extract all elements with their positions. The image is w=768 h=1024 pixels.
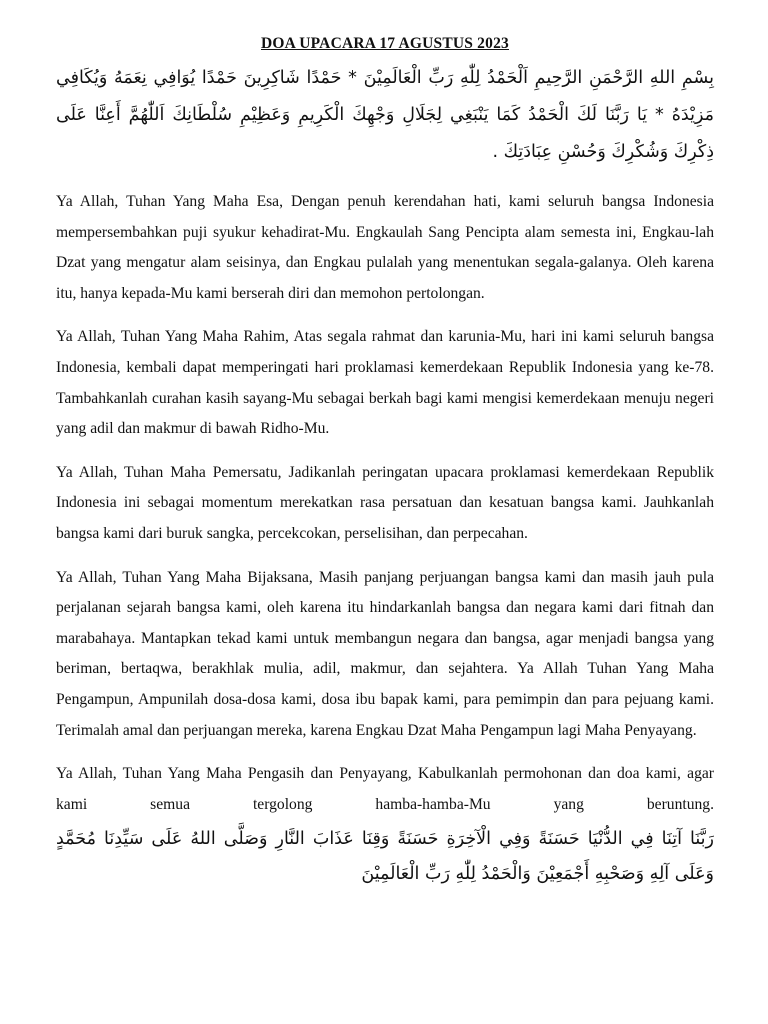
paragraph-maha-pemersatu: Ya Allah, Tuhan Maha Pemersatu, Jadikanlah peringatan upacara proklamasi kemerdekaan Republik Indonesia ini sebagai momentum merekatkan rasa persatuan dan kesatuan bangsa kami. Jauhkanlah bangsa kami dari buruk sangka, percekcokan, perselisihan, dan perpecahan.	[56, 463, 714, 542]
opening-arabic-prayer: بِسْمِ اللهِ الرَّحْمَنِ الرَّحِيمِ اَلْحَمْدُ لِلّٰهِ رَبِّ الْعَالَمِيْنَ * حَمْدًا شَاكِرِينَ حَمْدًا يُوَافِي نِعَمَهُ وَيُكَافِي مَزِيْدَهُ * يَا رَبَّنَا لَكَ الْحَمْدُ كَمَا يَنْبَغِي لِجَلَالِ وَجْهِكَ الْكَرِيمِ وَعَظِيْمِ سُلْطَانِكَ اَللّٰهُمَّ أَعِنَّا عَلَى ذِكْرِكَ وَشُكْرِكَ وَحُسْنِ عِبَادَتِكَ .	[56, 68, 714, 162]
closing-arabic-prayer: رَبَّنَا آتِنَا فِي الدُّنْيَا حَسَنَةً وَفِي الْآخِرَةِ حَسَنَةً وَقِنَا عَذَابَ النَّارِ وَصَلَّى اللهُ عَلَى سَيِّدِنَا مُحَمَّدٍ وَعَلَى آلِهِ وَصَحْبِهِ أَجْمَعِيْنَ وَالْحَمْدُ لِلّٰهِ رَبِّ الْعَالَمِيْنَ	[56, 829, 714, 885]
paragraph-maha-bijaksana: Ya Allah, Tuhan Yang Maha Bijaksana, Masih panjang perjuangan bangsa kami dan masih jauh pula perjalanan sejarah bangsa kami, oleh karena itu hindarkanlah bangsa dan negara kami dari fitnah dan marabahaya. Mantapkan tekad kami untuk membangun negara dan bangsa, agar menjadi bangsa yang beriman, bertaqwa, berakhlak mulia, adil, makmur, dan sejahtera. Ya Allah Tuhan Yang Maha Pengampun, Ampunilah dosa-dosa kami, dosa ibu bapak kami, para pemimpin dan para pejuang kami. Terimalah amal dan perjuangan mereka, karena Engkau Dzat Maha Pengampun lagi Maha Penyayang.	[56, 568, 714, 739]
document-title: DOA UPACARA 17 AGUSTUS 2023	[261, 35, 509, 52]
document-page	[56, 32, 714, 905]
closing-latin-text: Ya Allah, Tuhan Yang Maha Pengasih dan Penyayang, Kabulkanlah permohonan dan doa kami, agar kami semua tergolong hamba-hamba-Mu yang beruntung.	[56, 765, 714, 813]
closing-paragraph	[56, 759, 714, 892]
paragraph-maha-esa: Ya Allah, Tuhan Yang Maha Esa, Dengan penuh kerendahan hati, kami seluruh bangsa Indonesia mempersembahkan puji syukur kehadirat-Mu. Engkaulah Sang Pencipta alam semesta ini, Engkau-lah Dzat yang mengatur alam seisinya, dan Engkau pulalah yang menentukan segala-galanya. Oleh karena itu, hanya kepada-Mu kami berserah diri dan memohon pertolongan.	[56, 193, 714, 302]
paragraph-maha-rahim: Ya Allah, Tuhan Yang Maha Rahim, Atas segala rahmat dan karunia-Mu, hari ini kami seluruh bangsa Indonesia, kembali dapat memperingati hari proklamasi kemerdekaan Republik Indonesia yang ke-78. Tambahkanlah curahan kasih sayang-Mu sebagai berkah bagi kami mengisi kemerdekaan menuju negeri yang adil dan makmur di bawah Ridho-Mu.	[56, 328, 714, 438]
